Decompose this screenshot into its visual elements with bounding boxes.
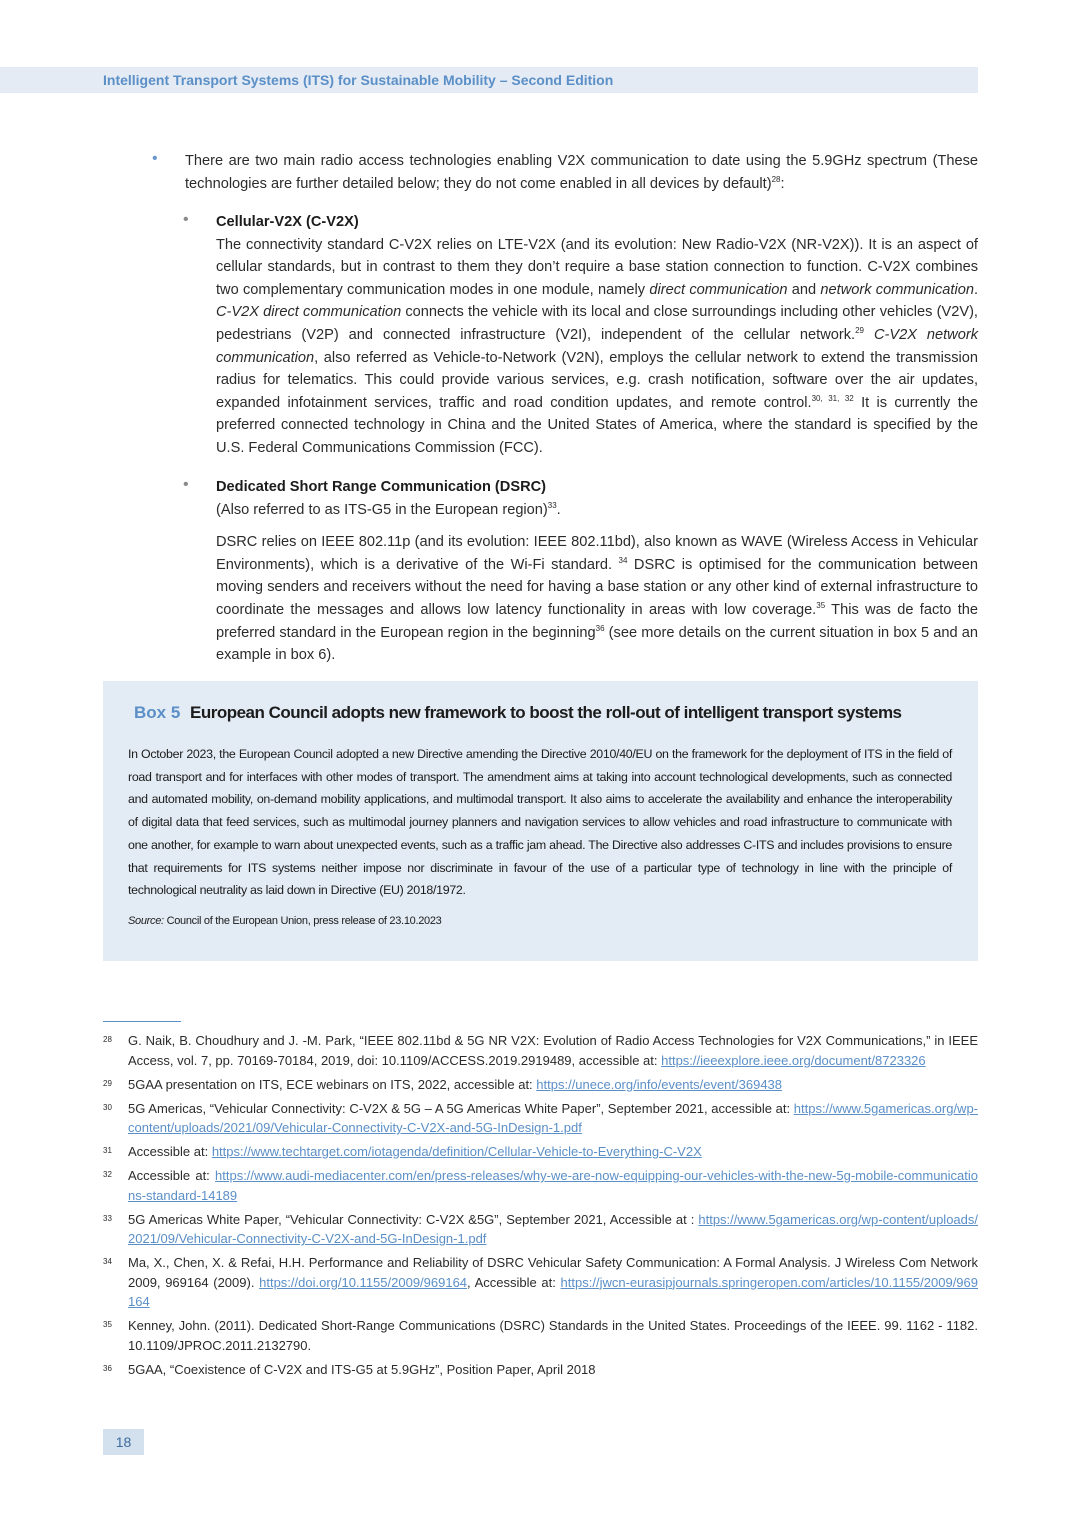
footnote-ref[interactable]: 29	[855, 326, 864, 336]
footnote-text: , Accessible at:	[467, 1274, 561, 1290]
footnote-text: 5G Americas White Paper, “Vehicular Connectivity: C-V2X &5G”, September 2021, Accessible at :	[128, 1211, 699, 1227]
footnote-item	[103, 1099, 978, 1138]
cv2x-paragraph: The connectivity standard C-V2X relies on LTE-V2X (and its evolution: New Radio-V2X (NR-V2X)). It is an aspect of cellular standards, but in contrast to them they don’t require a base station connection to function. C-V2X combines two complementary communication modes in one module, namely direct communication and network communication. C-V2X direct communication connects the vehicle with its local and close surroundings including other vehicles (V2V), pedestrians (V2P) and connected infrastructure (V2I), independent of the cellular network.$^{29}$ C-V2X network communication, also referred as Vehicle-to-Network (V2N), employs the cellular network to extend the transmission radius for telematics. This could provide various services, e.g. crash notification, software over the air updates, expanded infotainment services, traffic and road condition updates, and remote control.$^{30, 31, 32}$ It is currently the preferred connected technology in China and the United States of America, where the standard is specified by the U.S. Federal Communications Commission (FCC).	[216, 236, 978, 456]
cv2x-heading: Cellular-V2X (C-V2X)	[216, 214, 359, 230]
box-source: Source: Council of the European Union, press release of 23.10.2023	[128, 915, 442, 927]
footnote-item	[103, 1031, 978, 1070]
dsrc-subheading: (Also referred to as ITS-G5 in the European region)$^{33}$.	[216, 500, 561, 518]
footnote-text: 5G Americas, “Vehicular Connectivity: C-V2X & 5G – A 5G Americas White Paper”, September 2021, accessible at:	[128, 1100, 794, 1116]
footnotes	[103, 1031, 978, 1384]
footnote-ref[interactable]: 33	[547, 500, 557, 510]
footnote-text: Kenney, John. (2011). Dedicated Short-Range Communications (DSRC) Standards in the United States. Proceedings of the IEEE. 99. 1162 - 1182. 10.1109/JPROC.2011.2132790.	[128, 1318, 978, 1353]
footnote-ref[interactable]: 36	[595, 623, 605, 633]
footnote-link[interactable]: https://unece.org/info/events/event/369438	[536, 1076, 783, 1092]
page-number-box	[103, 1429, 144, 1455]
dsrc-heading: Dedicated Short Range Communication (DSRC)	[216, 479, 547, 495]
footnote-item	[103, 1166, 978, 1205]
footnote-link[interactable]: https://www.audi-mediacenter.com/en/press-releases/why-we-are-now-equipping-our-vehicles-with-the-new-5g-mobile-communications-standard-14189	[128, 1168, 978, 1203]
footnote-link[interactable]: https://doi.org/10.1155/2009/969164	[259, 1274, 468, 1290]
footnote-item	[103, 1210, 978, 1249]
footnote-number: 34	[103, 1257, 112, 1266]
footnote-ref[interactable]: 30, 31, 32	[811, 393, 854, 403]
footnote-link[interactable]: https://www.5gamericas.org/wp-content/uploads/2021/09/Vehicular-Connectivity-C-V2X-and-5G-InDesign-1.pdf	[128, 1211, 978, 1246]
footnote-text: G. Naik, B. Choudhury and J. -M. Park, “IEEE 802.11bd & 5G NR V2X: Evolution of Radio Access Technologies for V2X Communications,” in IEEE Access, vol. 7, pp. 70169-70184, 2019, doi: 10.1109/ACCESS.2019.2919489, accessible at:	[128, 1033, 978, 1068]
footnote-number: 30	[103, 1102, 112, 1112]
footnote-text: 5GAA, “Coexistence of C-V2X and ITS-G5 at 5.9GHz”, Position Paper, April 2018	[128, 1361, 596, 1377]
footnote-divider	[103, 1021, 181, 1022]
cv2x-section	[216, 211, 978, 460]
box-title: European Council adopts new framework to boost the roll-out of intelligent transport systems	[190, 703, 902, 722]
footnote-text: 5GAA presentation on ITS, ECE webinars on ITS, 2022, accessible at:	[128, 1076, 537, 1092]
footnote-number: 29	[103, 1078, 112, 1088]
running-header: Intelligent Transport Systems (ITS) for Sustainable Mobility – Second Edition	[103, 72, 614, 88]
dsrc-section	[216, 476, 978, 667]
dsrc-paragraph: DSRC relies on IEEE 802.11p (and its evolution: IEEE 802.11bd), also known as WAVE (Wireless Access in Vehicular Environments), which is a derivative of the Wi-Fi standard. $^{34}$ DSRC is optimised for the communication between moving senders and receivers without the need for having a base station or any other kind of external infrastructure to coordinate the messages and allows low latency functionality in areas with low coverage.$^{35}$ This was de facto the preferred standard in the European region in the beginning$^{36}$ (see more details on the current situation in box 5 and an example in box 6).	[216, 534, 978, 664]
footnote-text: Accessible at:	[128, 1144, 212, 1159]
footnote-item	[103, 1142, 978, 1162]
bullet-icon: •	[183, 211, 189, 228]
footnote-number: 28	[103, 1035, 112, 1044]
footnote-text: Accessible at:	[128, 1168, 216, 1183]
footnote-number: 32	[103, 1170, 112, 1179]
footnote-link[interactable]: https://www.techtarget.com/iotagenda/definition/Cellular-Vehicle-to-Everything-C-V2X	[211, 1144, 702, 1159]
footnote-link[interactable]: https://jwcn-eurasipjournals.springeropen.com/articles/10.1155/2009/969164	[128, 1274, 978, 1309]
footnote-number: 36	[103, 1363, 112, 1373]
intro-paragraph: There are two main radio access technologies enabling V2X communication to date using the 5.9GHz spectrum (These technologies are further detailed below; they do not come enabled in all devices by default)$^{28}$:	[185, 153, 978, 192]
footnote-item	[103, 1360, 978, 1380]
box-label: Box 5	[134, 703, 181, 722]
footnote-item	[103, 1075, 978, 1095]
bullet-icon: •	[152, 150, 158, 167]
page-number: 18	[115, 1434, 132, 1450]
footnote-number: 31	[103, 1146, 112, 1155]
footnote-text: Ma, X., Chen, X. & Refai, H.H. Performance and Reliability of DSRC Vehicular Safety Communication: A Formal Analysis. J Wireless Com Network 2009, 969164 (2009).	[128, 1255, 978, 1290]
footnote-link[interactable]: https://www.5gamericas.org/wp-content/uploads/2021/09/Vehicular-Connectivity-C-V2X-and-5G-InDesign-1.pdf	[128, 1100, 978, 1135]
box-5	[103, 681, 978, 961]
footnote-number: 33	[103, 1213, 112, 1223]
footnote-item	[103, 1316, 978, 1355]
footnote-item	[103, 1253, 978, 1312]
footnote-ref[interactable]: 28	[771, 174, 781, 184]
box-body: In October 2023, the European Council adopted a new Directive amending the Directive 2010/40/EU on the framework for the deployment of ITS in the field of road transport and for interfaces with other modes of transport. The amendment aims at taking into account technological developments, such as connected and automated mobility, on-demand mobility applications, and multimodal transport. It also aims to accelerate the availability and enhance the interoperability of digital data that feed services, such as multimodal journey planners and navigation services to allow vehicles and road infrastructure to communicate with one another, for example to warn about unexpected events, such as a traffic jam ahead. The Directive also addresses C-ITS and includes provisions to ensure that requirements for ITS systems neither impose nor discriminate in favour of the use of a particular type of technology in line with the principle of technological neutrality as laid down in Directive (EU) 2018/1972.	[128, 747, 952, 898]
footnote-link[interactable]: https://ieeexplore.ieee.org/document/8723326	[661, 1052, 926, 1068]
footnote-ref[interactable]: 35	[816, 601, 826, 611]
bullet-icon: •	[183, 476, 189, 493]
footnote-number: 35	[103, 1320, 112, 1329]
footnote-ref[interactable]: 34	[618, 555, 628, 565]
